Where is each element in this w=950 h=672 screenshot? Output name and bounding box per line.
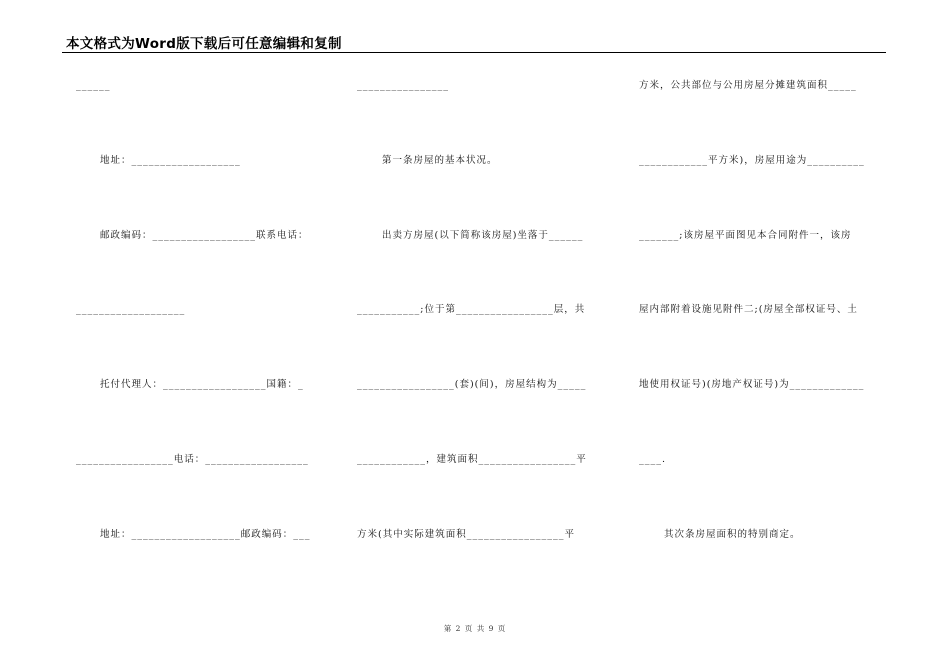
text-line: 邮政编码：__________________联系电话： [100, 230, 309, 241]
page-header-title: 本文格式为Word版下载后可任意编辑和复制 [66, 36, 342, 52]
text-line: _________________电话：__________________ [76, 454, 309, 465]
text-line: 屋内部附着设施见附件二;(房屋全部权证号、土 [639, 304, 858, 315]
text-line: ______ [76, 80, 111, 91]
text-line: 地址：___________________ [100, 155, 241, 166]
text-line: _______;该房屋平面图见本合同附件一，该房 [639, 230, 852, 241]
text-line: 地使用权证号)(房地产权证号)为_____________ [639, 379, 865, 390]
text-line: 出卖方房屋(以下简称该房屋)坐落于______ [382, 230, 584, 241]
text-line: ________________ [357, 80, 449, 91]
text-line: 方米，公共部位与公用房屋分摊建筑面积_____ [639, 80, 857, 91]
text-line: 地址：___________________邮政编码：___ [100, 529, 311, 540]
text-line: 方米(其中实际建筑面积_________________平 [357, 529, 575, 540]
text-line: 托付代理人：__________________国籍：_ [100, 379, 304, 390]
text-line: _________________(套)(间)，房屋结构为_____ [357, 379, 587, 390]
text-line: 第一条房屋的基本状况。 [382, 155, 498, 166]
text-line: ___________________ [76, 304, 186, 315]
page-number: 第 2 页 共 9 页 [443, 624, 507, 633]
text-line: ___________;位于第_________________层，共 [357, 304, 586, 315]
text-line: ____. [639, 454, 667, 465]
header-divider [62, 52, 886, 53]
text-line: ____________，建筑面积_________________平 [357, 454, 587, 465]
text-line: ____________平方米)，房屋用途为__________ [639, 155, 865, 166]
text-line: 其次条房屋面积的特别商定。 [664, 529, 801, 540]
